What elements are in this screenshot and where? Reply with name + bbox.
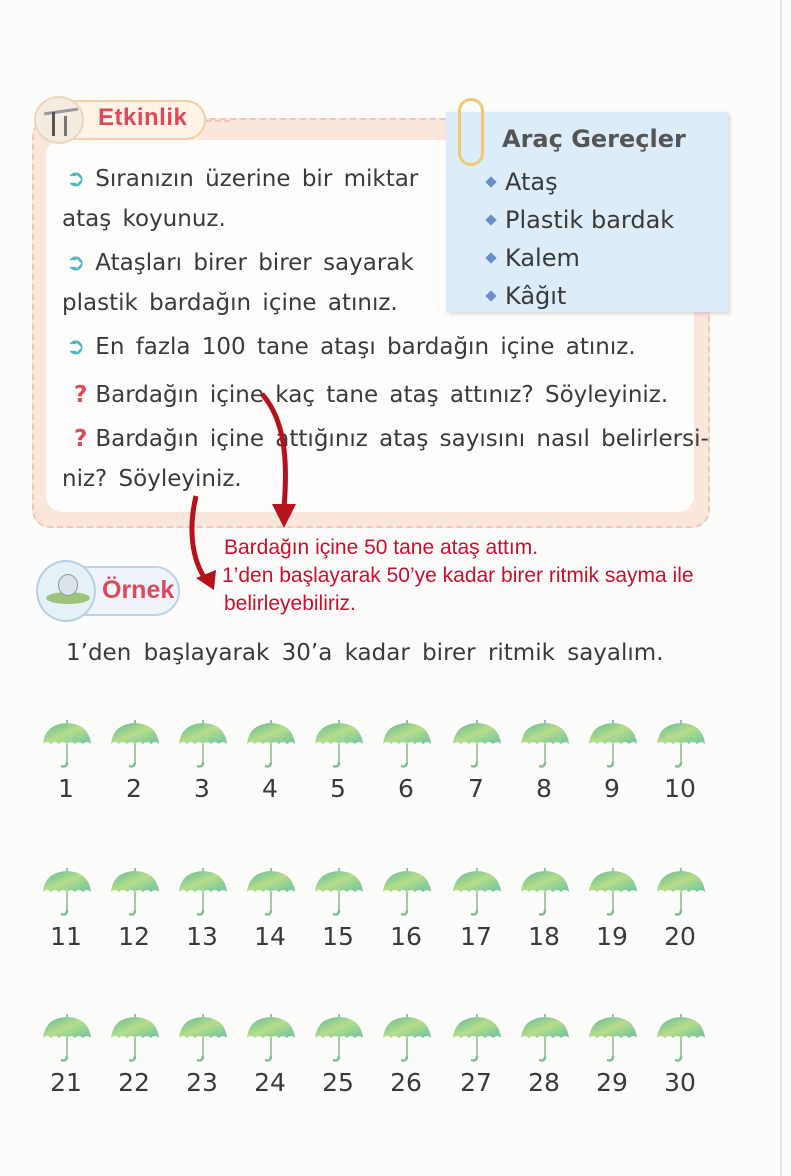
umbrella-cell: [240, 866, 300, 956]
umbrella-cell: [172, 718, 232, 808]
umbrella-cell: [308, 718, 368, 808]
question-mark-icon: ?: [74, 426, 88, 452]
instruction-step-1: ➲ Sıranızın üzerine bir miktar: [66, 166, 419, 192]
count-number: 13: [186, 922, 218, 951]
annotation-line-3: belirleyebiliriz.: [224, 592, 356, 615]
count-number: 8: [536, 774, 552, 803]
question-2: ? Bardağın içine attığınız ataş sayısını nasıl belirlersi-: [74, 426, 709, 452]
count-number: 29: [596, 1068, 628, 1097]
bee-mascot-icon: [36, 560, 96, 622]
umbrella-cell: [514, 1012, 574, 1102]
umbrella-cell: [104, 718, 164, 808]
count-number: 17: [460, 922, 492, 951]
count-number: 20: [664, 922, 696, 951]
umbrella-cell: [376, 866, 436, 956]
step-arrow-icon: ➲: [66, 166, 86, 192]
umbrella-cell: [582, 866, 642, 956]
umbrella-cell: [650, 1012, 710, 1102]
umbrella-cell: [36, 718, 96, 808]
arrow-head-icon: [272, 504, 296, 528]
count-number: 30: [664, 1068, 696, 1097]
tools-item: Kâğıt: [487, 277, 674, 315]
count-number: 4: [262, 774, 278, 803]
count-number: 9: [604, 774, 620, 803]
example-instruction: 1’den başlayarak 30’a kadar birer ritmik sayalım.: [66, 640, 664, 666]
umbrella-cell: [36, 1012, 96, 1102]
count-number: 1: [58, 774, 74, 803]
umbrella-cell: [446, 1012, 506, 1102]
tools-item: Plastik bardak: [487, 201, 674, 239]
umbrella-cell: [104, 1012, 164, 1102]
count-number: 25: [322, 1068, 354, 1097]
annotation-line-2: 1’den başlayarak 50’ye kadar birer ritmik sayma ile: [222, 564, 694, 587]
umbrella-cell: [514, 866, 574, 956]
umbrella-cell: [650, 718, 710, 808]
count-number: 6: [398, 774, 414, 803]
step-arrow-icon: ➲: [66, 250, 86, 276]
umbrella-cell: [582, 1012, 642, 1102]
question-2-cont: niz? Söyleyiniz.: [62, 466, 242, 492]
count-number: 14: [254, 922, 286, 951]
umbrella-cell: [650, 866, 710, 956]
count-number: 5: [330, 774, 346, 803]
annotation-line-1: Bardağın içine 50 tane ataş attım.: [224, 536, 539, 559]
count-number: 19: [596, 922, 628, 951]
example-badge-label: Örnek: [102, 576, 175, 604]
umbrella-cell: [172, 866, 232, 956]
count-number: 7: [468, 774, 484, 803]
umbrella-cell: [36, 866, 96, 956]
umbrella-cell: [514, 718, 574, 808]
count-number: 28: [528, 1068, 560, 1097]
umbrella-cell: [446, 718, 506, 808]
activity-badge-label: Etkinlik: [98, 104, 188, 131]
umbrella-cell: [308, 1012, 368, 1102]
count-number: 27: [460, 1068, 492, 1097]
count-number: 16: [390, 922, 422, 951]
instruction-step-2-cont: plastik bardağın içine atınız.: [62, 290, 398, 316]
instruction-step-1-cont: ataş koyunuz.: [62, 206, 226, 232]
question-1: ? Bardağın içine kaç tane ataş attınız? Söyleyiniz.: [74, 382, 669, 408]
count-number: 10: [664, 774, 696, 803]
umbrella-cell: [446, 866, 506, 956]
umbrella-cell: [308, 866, 368, 956]
count-number: 24: [254, 1068, 286, 1097]
count-number: 23: [186, 1068, 218, 1097]
umbrella-cell: [240, 1012, 300, 1102]
tools-item: Ataş: [487, 163, 674, 201]
instruction-step-2: ➲ Ataşları birer birer sayarak: [66, 250, 414, 276]
count-number: 22: [118, 1068, 150, 1097]
instruction-step-3: ➲ En fazla 100 tane ataşı bardağın içine atınız.: [66, 334, 636, 360]
umbrella-cell: [376, 1012, 436, 1102]
count-number: 3: [194, 774, 210, 803]
tools-title: Araç Gereçler: [502, 125, 686, 153]
question-mark-icon: ?: [74, 382, 88, 408]
step-arrow-icon: ➲: [66, 334, 86, 360]
count-number: 15: [322, 922, 354, 951]
count-number: 26: [390, 1068, 422, 1097]
count-number: 18: [528, 922, 560, 951]
umbrella-cell: [172, 1012, 232, 1102]
umbrella-cell: [582, 718, 642, 808]
umbrella-cell: [376, 718, 436, 808]
umbrella-cell: [104, 866, 164, 956]
count-number: 11: [50, 922, 82, 951]
count-number: 21: [50, 1068, 82, 1097]
count-number: 2: [126, 774, 142, 803]
count-number: 12: [118, 922, 150, 951]
umbrella-cell: [240, 718, 300, 808]
tools-item: Kalem: [487, 239, 674, 277]
